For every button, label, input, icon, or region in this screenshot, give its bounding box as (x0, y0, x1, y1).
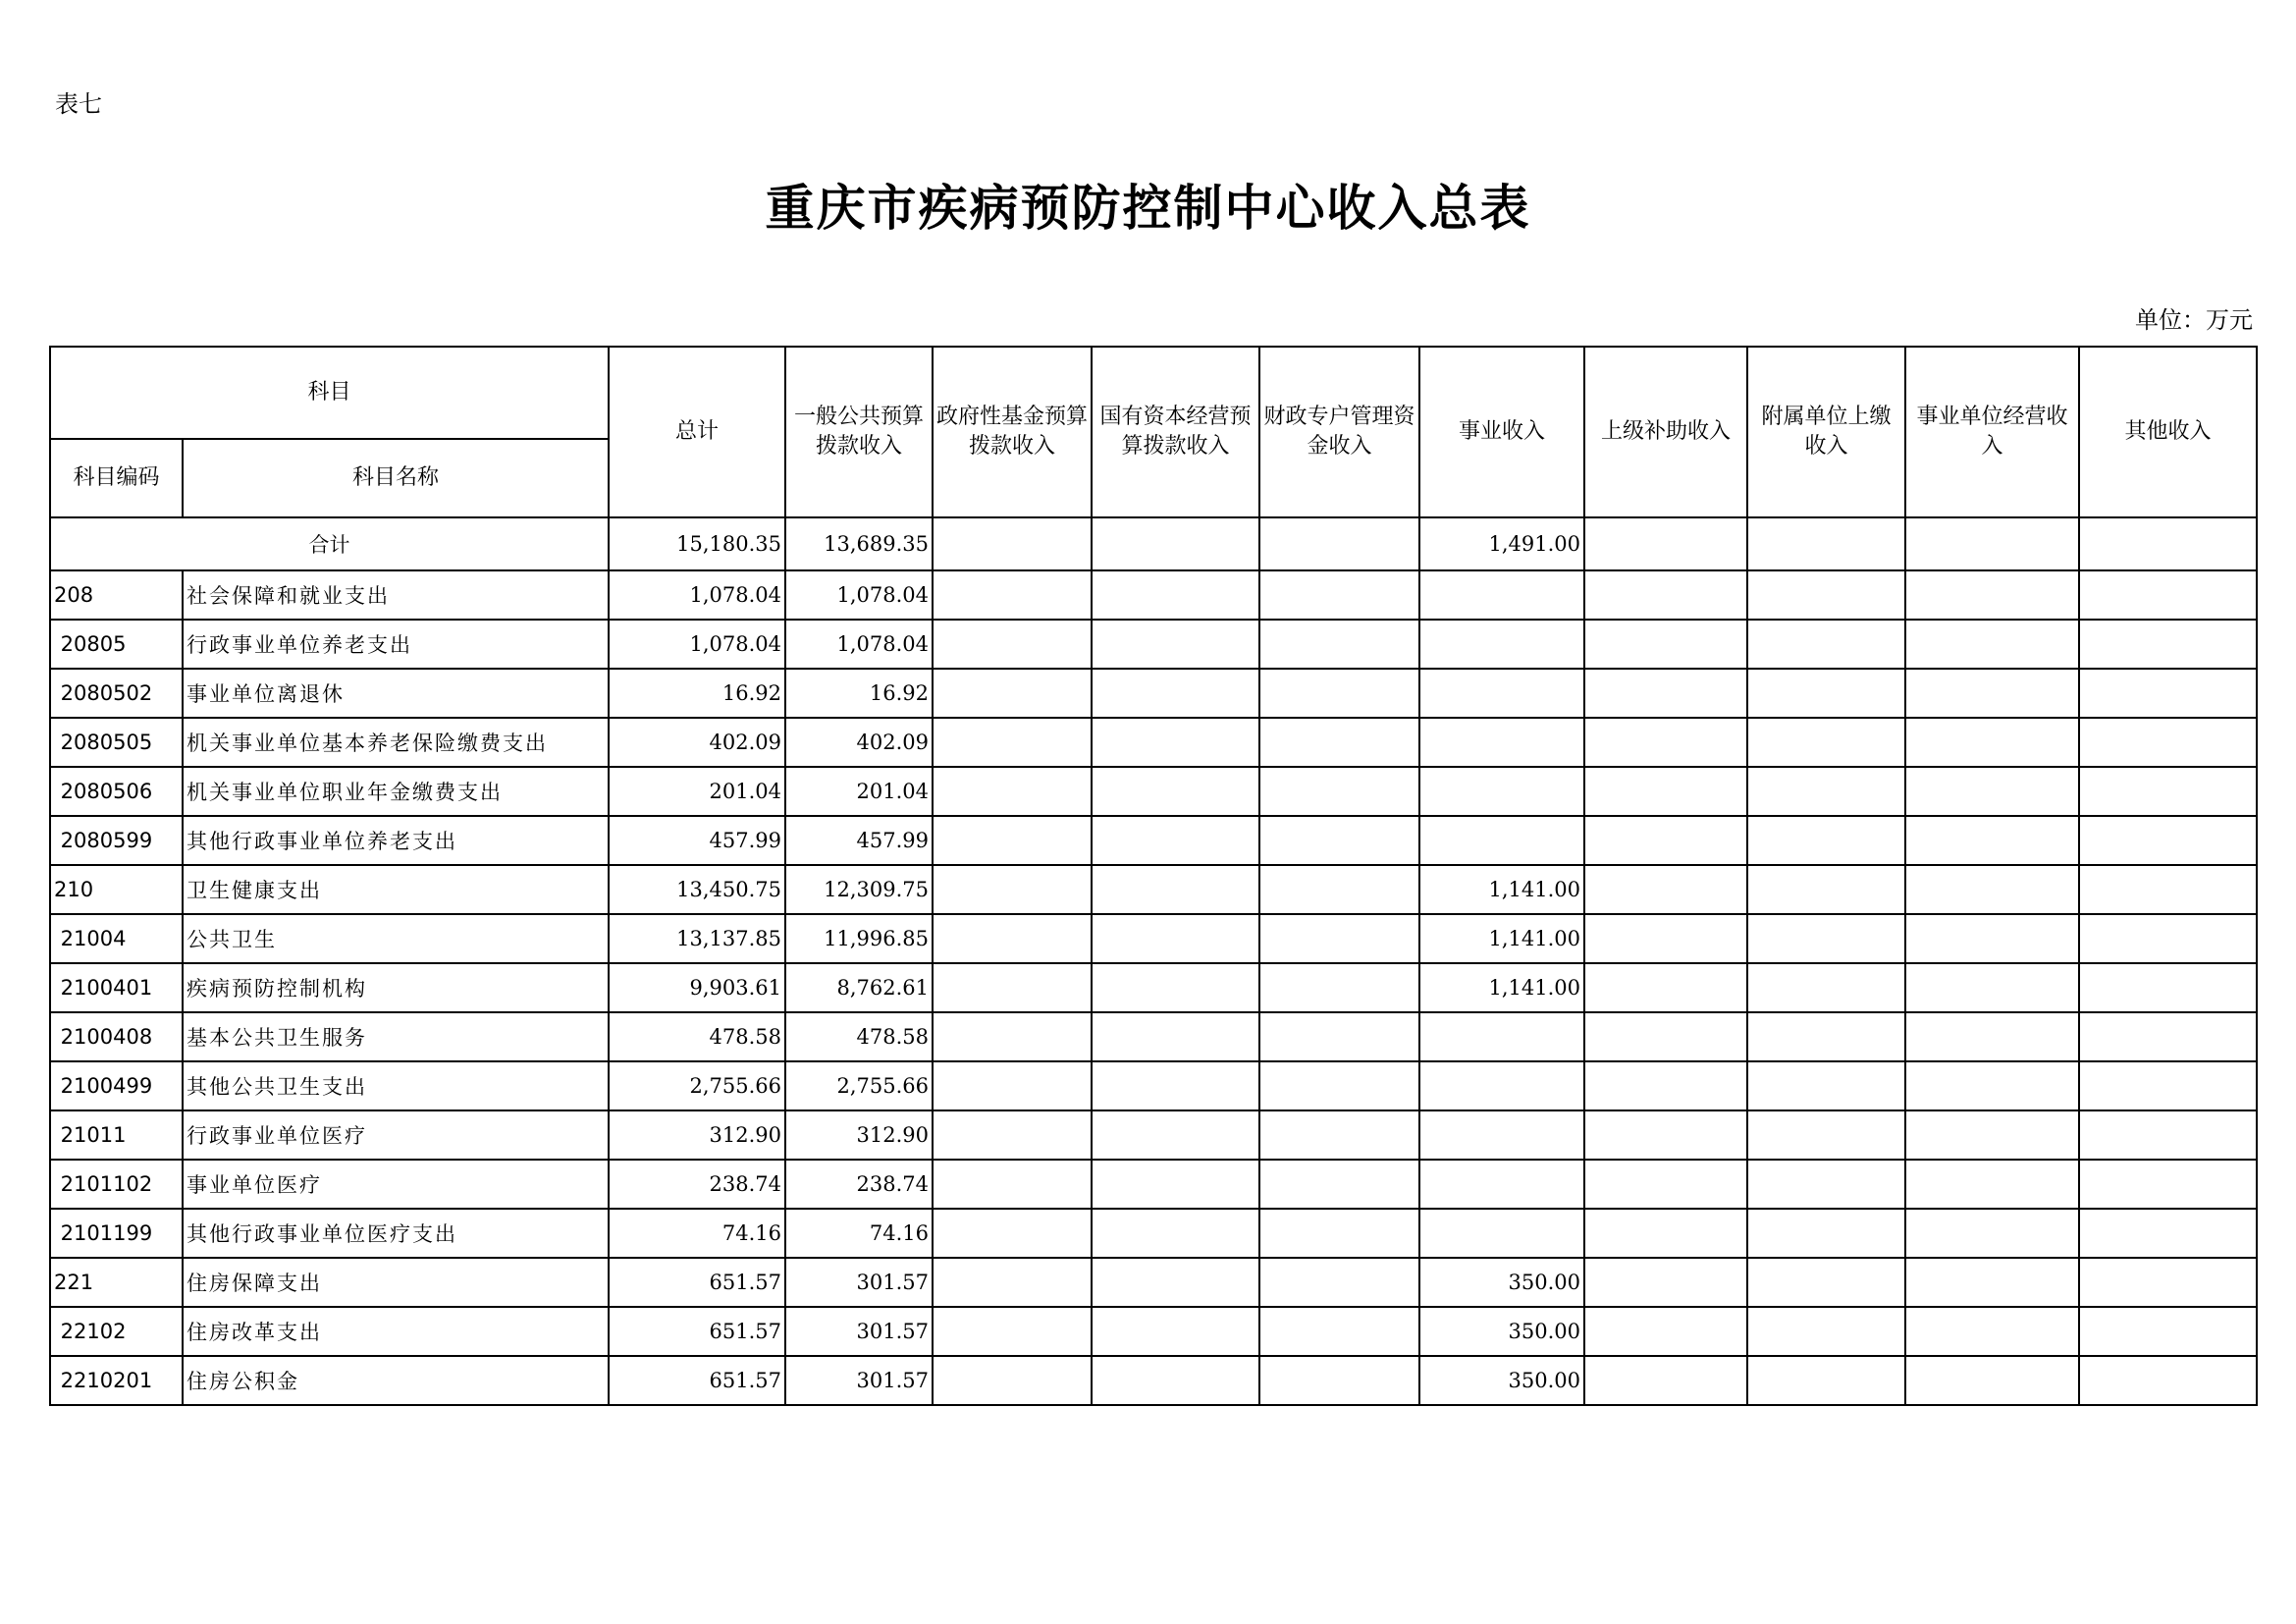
value-cell (1259, 620, 1419, 669)
subject-code-cell: 2210201 (50, 1356, 183, 1405)
value-cell (1747, 669, 1905, 718)
subject-name-cell: 卫生健康支出 (183, 865, 609, 914)
value-cell (1092, 767, 1259, 816)
total-cell (1905, 517, 2079, 570)
value-cell (1419, 669, 1584, 718)
value-cell (1905, 1209, 2079, 1258)
value-cell: 312.90 (609, 1110, 785, 1160)
subject-code-cell: 210 (50, 865, 183, 914)
header-subject-code: 科目编码 (50, 439, 183, 517)
value-cell (1905, 767, 2079, 816)
table-row (50, 620, 2257, 669)
value-cell (933, 1012, 1092, 1061)
value-cell (1747, 816, 1905, 865)
value-cell (1259, 1307, 1419, 1356)
value-cell (2079, 669, 2257, 718)
header-col-superior-subsidy: 上级补助收入 (1584, 347, 1747, 517)
subject-name-cell: 事业单位医疗 (183, 1160, 609, 1209)
value-cell (933, 570, 1092, 620)
value-cell (1092, 1110, 1259, 1160)
header-col-general-budget: 一般公共预算拨款收入 (785, 347, 933, 517)
value-cell (1905, 718, 2079, 767)
value-cell: 1,141.00 (1419, 963, 1584, 1012)
value-cell (1905, 1061, 2079, 1110)
value-cell (1419, 1110, 1584, 1160)
subject-name-cell: 行政事业单位养老支出 (183, 620, 609, 669)
subject-code-cell: 20805 (50, 620, 183, 669)
subject-code-cell: 2080502 (50, 669, 183, 718)
subject-code-cell: 2101102 (50, 1160, 183, 1209)
subject-name-cell: 社会保障和就业支出 (183, 570, 609, 620)
value-cell (1747, 1061, 1905, 1110)
value-cell (1092, 1356, 1259, 1405)
subject-code-cell: 2100401 (50, 963, 183, 1012)
value-cell: 74.16 (785, 1209, 933, 1258)
value-cell (1747, 1307, 1905, 1356)
value-cell (1584, 1061, 1747, 1110)
value-cell (1259, 767, 1419, 816)
value-cell (933, 963, 1092, 1012)
value-cell (1905, 865, 2079, 914)
value-cell: 1,141.00 (1419, 914, 1584, 963)
value-cell (1584, 620, 1747, 669)
subject-code-cell: 2080505 (50, 718, 183, 767)
value-cell (933, 669, 1092, 718)
value-cell: 301.57 (785, 1356, 933, 1405)
value-cell: 12,309.75 (785, 865, 933, 914)
total-cell (1092, 517, 1259, 570)
subject-code-cell: 22102 (50, 1307, 183, 1356)
table-row (50, 669, 2257, 718)
value-cell: 312.90 (785, 1110, 933, 1160)
value-cell (2079, 1012, 2257, 1061)
value-cell (933, 816, 1092, 865)
value-cell (1584, 1307, 1747, 1356)
value-cell (1419, 1061, 1584, 1110)
table-row (50, 1061, 2257, 1110)
value-cell (933, 914, 1092, 963)
value-cell (1092, 570, 1259, 620)
total-cell: 15,180.35 (609, 517, 785, 570)
value-cell: 350.00 (1419, 1307, 1584, 1356)
value-cell (1905, 963, 2079, 1012)
value-cell (2079, 963, 2257, 1012)
value-cell (1584, 1258, 1747, 1307)
table-row (50, 1356, 2257, 1405)
value-cell (2079, 914, 2257, 963)
value-cell (1747, 1160, 1905, 1209)
subject-code-cell: 2101199 (50, 1209, 183, 1258)
value-cell (1259, 1209, 1419, 1258)
value-cell: 1,078.04 (785, 570, 933, 620)
value-cell: 13,137.85 (609, 914, 785, 963)
table-row (50, 1307, 2257, 1356)
value-cell (1905, 914, 2079, 963)
table-row (50, 1209, 2257, 1258)
value-cell (1259, 1258, 1419, 1307)
value-cell (1092, 865, 1259, 914)
subject-name-cell: 其他行政事业单位医疗支出 (183, 1209, 609, 1258)
value-cell (1747, 1012, 1905, 1061)
header-col-other-income: 其他收入 (2079, 347, 2257, 517)
value-cell (933, 865, 1092, 914)
value-cell (933, 1061, 1092, 1110)
value-cell: 9,903.61 (609, 963, 785, 1012)
value-cell (1259, 1160, 1419, 1209)
value-cell (1905, 1307, 2079, 1356)
value-cell (1905, 1258, 2079, 1307)
value-cell (1584, 963, 1747, 1012)
value-cell: 350.00 (1419, 1258, 1584, 1307)
value-cell (933, 1356, 1092, 1405)
value-cell: 238.74 (785, 1160, 933, 1209)
subject-code-cell: 21004 (50, 914, 183, 963)
value-cell (1092, 914, 1259, 963)
table-row (50, 865, 2257, 914)
value-cell (1905, 620, 2079, 669)
subject-code-cell: 2080599 (50, 816, 183, 865)
table-row (50, 1012, 2257, 1061)
value-cell (1905, 669, 2079, 718)
value-cell: 402.09 (609, 718, 785, 767)
value-cell (1584, 1209, 1747, 1258)
value-cell: 238.74 (609, 1160, 785, 1209)
value-cell (2079, 1307, 2257, 1356)
subject-name-cell: 疾病预防控制机构 (183, 963, 609, 1012)
table-row (50, 718, 2257, 767)
value-cell (1092, 620, 1259, 669)
value-cell (2079, 865, 2257, 914)
value-cell (1747, 963, 1905, 1012)
subject-name-cell: 住房改革支出 (183, 1307, 609, 1356)
value-cell (1905, 570, 2079, 620)
subject-name-cell: 机关事业单位职业年金缴费支出 (183, 767, 609, 816)
table-row (50, 767, 2257, 816)
value-cell (1747, 1258, 1905, 1307)
value-cell (1259, 1110, 1419, 1160)
header-col-fiscal-account: 财政专户管理资金收入 (1259, 347, 1419, 517)
value-cell (1259, 963, 1419, 1012)
value-cell (933, 718, 1092, 767)
value-cell (1905, 1110, 2079, 1160)
value-cell: 201.04 (609, 767, 785, 816)
value-cell (1259, 1012, 1419, 1061)
value-cell (1419, 1160, 1584, 1209)
value-cell: 16.92 (609, 669, 785, 718)
value-cell (1419, 1209, 1584, 1258)
value-cell: 651.57 (609, 1307, 785, 1356)
subject-name-cell: 住房公积金 (183, 1356, 609, 1405)
value-cell (2079, 1061, 2257, 1110)
total-row (50, 517, 2257, 570)
value-cell: 201.04 (785, 767, 933, 816)
total-cell (1747, 517, 1905, 570)
value-cell (2079, 1356, 2257, 1405)
value-cell (1259, 865, 1419, 914)
value-cell (1584, 914, 1747, 963)
subject-code-cell: 21011 (50, 1110, 183, 1160)
value-cell (933, 767, 1092, 816)
value-cell: 478.58 (785, 1012, 933, 1061)
subject-code-cell: 208 (50, 570, 183, 620)
subject-name-cell: 住房保障支出 (183, 1258, 609, 1307)
value-cell (1584, 1160, 1747, 1209)
value-cell: 2,755.66 (609, 1061, 785, 1110)
value-cell: 11,996.85 (785, 914, 933, 963)
subject-name-cell: 其他公共卫生支出 (183, 1061, 609, 1110)
value-cell (1747, 570, 1905, 620)
table-row (50, 914, 2257, 963)
value-cell (1259, 570, 1419, 620)
value-cell (1584, 767, 1747, 816)
value-cell: 74.16 (609, 1209, 785, 1258)
value-cell (1092, 718, 1259, 767)
value-cell (1747, 865, 1905, 914)
value-cell (1092, 1160, 1259, 1209)
value-cell: 457.99 (785, 816, 933, 865)
value-cell: 13,450.75 (609, 865, 785, 914)
header-subject: 科目 (50, 347, 609, 439)
table-row (50, 1258, 2257, 1307)
value-cell (2079, 1209, 2257, 1258)
value-cell (2079, 1258, 2257, 1307)
value-cell (1747, 1110, 1905, 1160)
page-label: 表七 (55, 90, 102, 118)
value-cell (1259, 718, 1419, 767)
value-cell (1905, 1012, 2079, 1061)
value-cell (2079, 620, 2257, 669)
value-cell (933, 620, 1092, 669)
table-row (50, 963, 2257, 1012)
subject-name-cell: 其他行政事业单位养老支出 (183, 816, 609, 865)
value-cell (1905, 816, 2079, 865)
value-cell: 1,078.04 (785, 620, 933, 669)
value-cell (1419, 767, 1584, 816)
value-cell (2079, 1110, 2257, 1160)
value-cell (1584, 718, 1747, 767)
value-cell (1092, 1061, 1259, 1110)
subject-name-cell: 行政事业单位医疗 (183, 1110, 609, 1160)
value-cell: 8,762.61 (785, 963, 933, 1012)
value-cell: 1,078.04 (609, 620, 785, 669)
value-cell: 1,141.00 (1419, 865, 1584, 914)
value-cell (2079, 1160, 2257, 1209)
total-cell: 13,689.35 (785, 517, 933, 570)
value-cell: 301.57 (785, 1307, 933, 1356)
total-cell (2079, 517, 2257, 570)
value-cell: 1,078.04 (609, 570, 785, 620)
header-col-operating-income: 事业单位经营收入 (1905, 347, 2079, 517)
table-row (50, 570, 2257, 620)
value-cell (1747, 767, 1905, 816)
subject-code-cell: 221 (50, 1258, 183, 1307)
value-cell: 350.00 (1419, 1356, 1584, 1405)
header-col-business-income: 事业收入 (1419, 347, 1584, 517)
value-cell (933, 1209, 1092, 1258)
value-cell (1747, 620, 1905, 669)
value-cell (1419, 718, 1584, 767)
value-cell (1092, 669, 1259, 718)
value-cell (933, 1307, 1092, 1356)
value-cell (2079, 767, 2257, 816)
value-cell (1584, 1110, 1747, 1160)
value-cell: 478.58 (609, 1012, 785, 1061)
header-col-total: 总计 (609, 347, 785, 517)
value-cell (1259, 914, 1419, 963)
value-cell (1092, 1209, 1259, 1258)
header-col-state-capital: 国有资本经营预算拨款收入 (1092, 347, 1259, 517)
value-cell (2079, 816, 2257, 865)
page-title: 重庆市疾病预防控制中心收入总表 (765, 179, 1531, 237)
total-cell (933, 517, 1092, 570)
unit-label: 单位：万元 (2135, 306, 2253, 334)
value-cell: 457.99 (609, 816, 785, 865)
total-cell: 1,491.00 (1419, 517, 1584, 570)
value-cell (1747, 718, 1905, 767)
subject-name-cell: 公共卫生 (183, 914, 609, 963)
value-cell (1905, 1356, 2079, 1405)
subject-code-cell: 2100408 (50, 1012, 183, 1061)
value-cell (1419, 620, 1584, 669)
value-cell (1259, 1061, 1419, 1110)
value-cell: 402.09 (785, 718, 933, 767)
value-cell (1419, 1012, 1584, 1061)
value-cell (2079, 718, 2257, 767)
value-cell (1259, 669, 1419, 718)
value-cell (1584, 570, 1747, 620)
value-cell (1584, 669, 1747, 718)
value-cell: 651.57 (609, 1258, 785, 1307)
value-cell (1092, 1258, 1259, 1307)
value-cell: 16.92 (785, 669, 933, 718)
value-cell (1747, 1209, 1905, 1258)
value-cell (933, 1110, 1092, 1160)
value-cell (1092, 1307, 1259, 1356)
value-cell (1259, 816, 1419, 865)
value-cell (1419, 570, 1584, 620)
value-cell (1747, 914, 1905, 963)
value-cell (1092, 1012, 1259, 1061)
value-cell (1419, 816, 1584, 865)
subject-name-cell: 机关事业单位基本养老保险缴费支出 (183, 718, 609, 767)
table-row (50, 1110, 2257, 1160)
value-cell (1747, 1356, 1905, 1405)
header-col-affiliate-remit: 附属单位上缴收入 (1747, 347, 1905, 517)
total-cell (1584, 517, 1747, 570)
subject-name-cell: 事业单位离退休 (183, 669, 609, 718)
value-cell (933, 1258, 1092, 1307)
header-subject-name: 科目名称 (183, 439, 609, 517)
value-cell (1584, 865, 1747, 914)
subject-code-cell: 2100499 (50, 1061, 183, 1110)
table-row (50, 1160, 2257, 1209)
subject-code-cell: 2080506 (50, 767, 183, 816)
value-cell (2079, 570, 2257, 620)
income-summary-table (49, 346, 2258, 1406)
value-cell (1584, 816, 1747, 865)
value-cell: 301.57 (785, 1258, 933, 1307)
subject-name-cell: 基本公共卫生服务 (183, 1012, 609, 1061)
table-row (50, 816, 2257, 865)
value-cell (1584, 1356, 1747, 1405)
value-cell: 651.57 (609, 1356, 785, 1405)
value-cell (1584, 1012, 1747, 1061)
value-cell (1092, 816, 1259, 865)
value-cell (1905, 1160, 2079, 1209)
total-cell (1259, 517, 1419, 570)
value-cell (1092, 963, 1259, 1012)
value-cell: 2,755.66 (785, 1061, 933, 1110)
value-cell (933, 1160, 1092, 1209)
header-col-gov-fund: 政府性基金预算拨款收入 (933, 347, 1092, 517)
value-cell (1259, 1356, 1419, 1405)
total-label: 合计 (50, 517, 609, 570)
